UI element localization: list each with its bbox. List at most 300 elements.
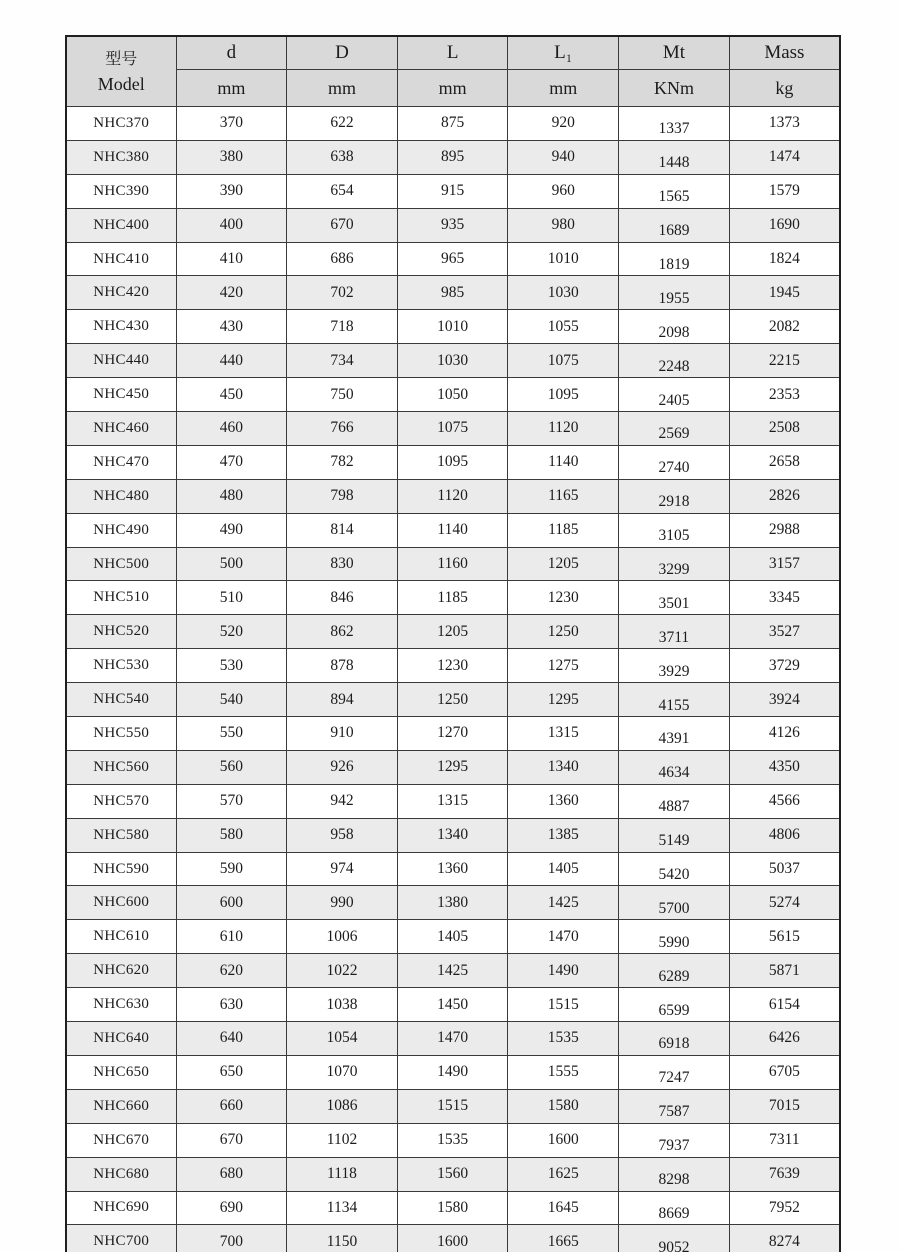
- Mass-cell-value: 5274: [768, 893, 800, 911]
- Mass-cell: [729, 784, 840, 818]
- Mt-cell-value: 1448: [658, 154, 690, 172]
- model-cell-value: NHC440: [93, 352, 150, 369]
- Mt-cell-value: 1819: [658, 256, 690, 273]
- d-cell-value: 460: [219, 419, 243, 437]
- model-cell: [66, 1055, 176, 1089]
- model-cell-value: NHC580: [93, 826, 150, 843]
- L1-cell: [508, 1022, 619, 1056]
- L-cell-value: 1075: [437, 419, 469, 437]
- d-cell: [176, 1022, 287, 1056]
- D-cell: [287, 140, 398, 174]
- L-cell-value: 1600: [437, 1232, 469, 1250]
- model-cell: [66, 1022, 176, 1056]
- L-cell-value: 1050: [437, 385, 469, 403]
- L-cell: [397, 1157, 508, 1191]
- D-cell-value: 1118: [327, 1165, 357, 1183]
- table-row: [66, 920, 840, 954]
- Mass-cell-value: 1824: [768, 250, 800, 267]
- Mass-cell-value: 1373: [768, 114, 800, 132]
- L-cell: [397, 1089, 508, 1123]
- d-cell-value: 430: [219, 317, 243, 335]
- D-cell-value: 638: [330, 148, 354, 166]
- Mt-cell: [619, 242, 730, 276]
- L-cell: [397, 479, 508, 513]
- header-unit-row: [66, 70, 840, 107]
- d-cell-value: 390: [219, 182, 243, 200]
- L1-cell: [508, 750, 619, 784]
- Mt-cell: [619, 174, 730, 208]
- L-cell: [397, 1055, 508, 1089]
- Mass-cell: [729, 649, 840, 683]
- model-cell-value: NHC380: [93, 148, 150, 165]
- D-cell-value: 654: [330, 182, 354, 200]
- L1-cell-value: 1075: [547, 351, 579, 369]
- D-cell: [287, 1055, 398, 1089]
- unit-col-L1: mm: [508, 70, 619, 107]
- L1-cell-value: 1315: [547, 724, 579, 742]
- table-row: [66, 174, 840, 208]
- L1-cell-value: 1385: [547, 826, 579, 844]
- Mass-cell: [729, 310, 840, 344]
- unit-col-D: mm: [287, 70, 398, 107]
- L1-cell: [508, 107, 619, 141]
- Mt-cell: [619, 378, 730, 412]
- d-cell-value: 500: [219, 555, 243, 573]
- Mt-cell-value: 8669: [658, 1204, 690, 1222]
- model-cell: [66, 717, 176, 751]
- L1-cell-value: 1600: [547, 1131, 579, 1149]
- L1-cell: [508, 378, 619, 412]
- L-cell-value: 1535: [437, 1131, 469, 1149]
- L1-cell: [508, 513, 619, 547]
- D-cell: [287, 784, 398, 818]
- Mass-cell-value: 7015: [768, 1097, 800, 1115]
- D-cell-value: 702: [330, 283, 354, 301]
- Mt-cell: [619, 1225, 730, 1252]
- Mass-cell-value: 7639: [768, 1165, 800, 1183]
- D-cell-value: 1022: [326, 961, 358, 979]
- model-cell-value: NHC550: [93, 724, 150, 741]
- L-cell: [397, 852, 508, 886]
- header-model-zh: 型号: [105, 48, 138, 68]
- d-cell-value: 600: [219, 893, 243, 911]
- D-cell-value: 1102: [326, 1131, 358, 1149]
- unit-col-Mt: KNm: [619, 70, 730, 107]
- table-row: [66, 1089, 840, 1123]
- Mt-cell: [619, 1157, 730, 1191]
- model-cell-value: NHC680: [93, 1165, 150, 1182]
- Mt-cell-value: 3299: [658, 561, 690, 579]
- D-cell-value: 798: [330, 487, 354, 505]
- model-cell-value: NHC630: [93, 996, 150, 1013]
- d-cell: [176, 920, 287, 954]
- L-cell-value: 875: [441, 114, 465, 132]
- Mt-cell-value: 1955: [658, 289, 690, 307]
- Mass-cell-value: 2826: [768, 487, 800, 505]
- Mass-cell: [729, 1191, 840, 1225]
- d-cell-value: 540: [219, 690, 243, 708]
- L1-cell-value: 1030: [547, 283, 579, 301]
- d-cell-value: 490: [219, 521, 243, 539]
- d-cell-value: 580: [219, 826, 243, 844]
- Mt-cell-value: 4155: [658, 696, 690, 714]
- d-cell: [176, 107, 287, 141]
- D-cell-value: 910: [330, 724, 354, 742]
- model-cell: [66, 852, 176, 886]
- Mass-cell: [729, 445, 840, 479]
- model-cell-value: NHC650: [93, 1063, 150, 1080]
- table-row: [66, 954, 840, 988]
- model-cell: [66, 818, 176, 852]
- model-cell-value: NHC450: [93, 386, 150, 403]
- L-cell-value: 1515: [437, 1097, 469, 1115]
- table-row: [66, 344, 840, 378]
- model-cell: [66, 140, 176, 174]
- Mt-cell-value: 6599: [658, 1001, 690, 1019]
- Mass-cell: [729, 954, 840, 988]
- d-cell: [176, 818, 287, 852]
- table-row: [66, 852, 840, 886]
- Mass-cell-value: 5615: [768, 927, 800, 945]
- Mt-cell: [619, 1022, 730, 1056]
- D-cell: [287, 886, 398, 920]
- L1-cell: [508, 174, 619, 208]
- D-cell-value: 894: [330, 690, 354, 708]
- model-cell: [66, 242, 176, 276]
- Mt-cell: [619, 276, 730, 310]
- Mass-cell: [729, 1123, 840, 1157]
- D-cell-value: 734: [330, 351, 354, 369]
- d-cell: [176, 242, 287, 276]
- model-cell: [66, 1123, 176, 1157]
- L-cell-value: 1405: [437, 927, 469, 945]
- L-cell: [397, 717, 508, 751]
- Mass-cell: [729, 886, 840, 920]
- spec-table: [65, 35, 841, 1252]
- d-cell-value: 690: [219, 1198, 243, 1216]
- Mt-cell: [619, 852, 730, 886]
- Mass-cell-value: 3345: [768, 588, 800, 606]
- table-row: [66, 750, 840, 784]
- D-cell-value: 990: [330, 893, 354, 911]
- table-row: [66, 310, 840, 344]
- D-cell: [287, 954, 398, 988]
- D-cell: [287, 547, 398, 581]
- L-cell: [397, 174, 508, 208]
- L-cell: [397, 683, 508, 717]
- Mt-cell: [619, 988, 730, 1022]
- L1-cell: [508, 547, 619, 581]
- L-cell-value: 1380: [437, 893, 469, 911]
- L-cell: [397, 920, 508, 954]
- L1-cell-value: 1470: [547, 927, 579, 945]
- Mt-cell-value: 7937: [658, 1137, 690, 1155]
- L-cell: [397, 750, 508, 784]
- d-cell-value: 560: [219, 758, 243, 776]
- D-cell-value: 718: [330, 317, 354, 335]
- table-row: [66, 378, 840, 412]
- d-cell: [176, 445, 287, 479]
- d-cell: [176, 683, 287, 717]
- header-col-d: d: [176, 36, 287, 70]
- model-cell: [66, 1225, 176, 1252]
- D-cell: [287, 1157, 398, 1191]
- model-cell-value: NHC700: [93, 1233, 150, 1250]
- table-row: [66, 445, 840, 479]
- Mt-cell: [619, 140, 730, 174]
- spec-table-body: [66, 107, 840, 1252]
- L1-cell-value: 920: [551, 114, 575, 132]
- model-cell: [66, 547, 176, 581]
- L1-cell: [508, 852, 619, 886]
- L-cell: [397, 310, 508, 344]
- model-cell: [66, 920, 176, 954]
- Mass-cell: [729, 242, 840, 276]
- model-cell-value: NHC470: [93, 453, 150, 470]
- model-cell-value: NHC640: [93, 1029, 150, 1046]
- Mass-cell-value: 5871: [768, 961, 800, 979]
- Mass-cell: [729, 208, 840, 242]
- Mass-cell-value: 4566: [768, 792, 800, 810]
- Mt-cell-value: 5420: [658, 866, 690, 884]
- table-row: [66, 886, 840, 920]
- L-cell: [397, 344, 508, 378]
- d-cell: [176, 1157, 287, 1191]
- model-cell: [66, 344, 176, 378]
- L1-cell: [508, 615, 619, 649]
- Mt-cell-value: 4887: [658, 798, 690, 816]
- L1-cell: [508, 581, 619, 615]
- model-cell: [66, 479, 176, 513]
- Mass-cell: [729, 683, 840, 717]
- D-cell-value: 1054: [326, 1029, 358, 1047]
- Mass-cell-value: 1474: [768, 148, 800, 166]
- D-cell-value: 782: [330, 453, 354, 471]
- D-cell: [287, 378, 398, 412]
- table-row: [66, 1157, 840, 1191]
- L-cell-value: 1270: [437, 724, 469, 742]
- Mass-cell-value: 6154: [768, 995, 800, 1013]
- Mass-cell: [729, 1022, 840, 1056]
- D-cell-value: 1134: [326, 1198, 358, 1216]
- L-cell: [397, 954, 508, 988]
- model-cell: [66, 513, 176, 547]
- Mt-cell-value: 1337: [658, 120, 690, 138]
- Mass-cell-value: 3729: [768, 656, 800, 674]
- d-cell: [176, 1191, 287, 1225]
- L-cell-value: 985: [441, 283, 465, 301]
- D-cell: [287, 1123, 398, 1157]
- Mass-cell-value: 7952: [768, 1198, 800, 1216]
- D-cell-value: 974: [330, 860, 354, 878]
- L-cell-value: 895: [441, 148, 465, 166]
- table-row: [66, 717, 840, 751]
- model-cell: [66, 683, 176, 717]
- Mt-cell: [619, 683, 730, 717]
- D-cell-value: 686: [330, 250, 354, 267]
- D-cell-value: 926: [330, 758, 354, 776]
- d-cell: [176, 954, 287, 988]
- L1-cell: [508, 1225, 619, 1252]
- Mass-cell-value: 6426: [768, 1029, 800, 1047]
- model-cell: [66, 988, 176, 1022]
- d-cell: [176, 174, 287, 208]
- Mass-cell: [729, 513, 840, 547]
- table-row: [66, 581, 840, 615]
- Mt-cell: [619, 649, 730, 683]
- Mass-cell: [729, 581, 840, 615]
- Mt-cell-value: 3929: [658, 662, 690, 680]
- D-cell: [287, 276, 398, 310]
- L1-cell-value: 1275: [547, 656, 579, 674]
- d-cell: [176, 513, 287, 547]
- L1-cell: [508, 784, 619, 818]
- unit-col-L: mm: [397, 70, 508, 107]
- L-cell-value: 1490: [437, 1063, 469, 1081]
- L1-cell: [508, 920, 619, 954]
- d-cell: [176, 1055, 287, 1089]
- D-cell-value: 1150: [326, 1232, 358, 1250]
- L-cell-value: 935: [441, 216, 465, 234]
- unit-col-d: mm: [176, 70, 287, 107]
- model-cell-value: NHC370: [93, 114, 150, 131]
- table-row: [66, 784, 840, 818]
- d-cell: [176, 615, 287, 649]
- Mass-cell-value: 3924: [768, 690, 800, 708]
- D-cell: [287, 717, 398, 751]
- table-row: [66, 208, 840, 242]
- D-cell: [287, 479, 398, 513]
- d-cell-value: 550: [219, 724, 243, 742]
- L-cell-value: 1250: [437, 690, 469, 708]
- L-cell: [397, 208, 508, 242]
- L-cell-value: 1560: [437, 1165, 469, 1183]
- Mass-cell: [729, 140, 840, 174]
- model-cell-value: NHC660: [93, 1097, 150, 1114]
- L1-cell: [508, 1089, 619, 1123]
- L-cell-value: 1185: [437, 588, 468, 606]
- L1-cell-value: 1515: [547, 995, 579, 1013]
- Mass-cell-value: 1945: [768, 283, 800, 301]
- Mass-cell: [729, 818, 840, 852]
- table-row: [66, 649, 840, 683]
- table-row: [66, 140, 840, 174]
- Mt-cell: [619, 547, 730, 581]
- d-cell: [176, 310, 287, 344]
- L1-cell: [508, 412, 619, 446]
- L-cell-value: 1315: [437, 792, 469, 810]
- Mass-cell: [729, 1157, 840, 1191]
- Mass-cell: [729, 344, 840, 378]
- L-cell: [397, 784, 508, 818]
- model-cell-value: NHC620: [93, 962, 150, 979]
- d-cell-value: 570: [219, 792, 243, 810]
- d-cell: [176, 1123, 287, 1157]
- table-row: [66, 547, 840, 581]
- Mt-cell: [619, 784, 730, 818]
- L-cell: [397, 445, 508, 479]
- Mass-cell-value: 1690: [768, 216, 800, 234]
- model-cell: [66, 378, 176, 412]
- d-cell-value: 420: [219, 283, 243, 301]
- Mt-cell-value: 2405: [658, 391, 690, 409]
- L-cell-value: 915: [441, 182, 465, 200]
- L1-cell-value: 1535: [547, 1029, 579, 1047]
- d-cell-value: 480: [219, 487, 243, 505]
- model-cell-value: NHC520: [93, 623, 150, 640]
- L1-cell-value: 980: [551, 216, 575, 234]
- Mass-cell: [729, 412, 840, 446]
- d-cell: [176, 479, 287, 513]
- L1-cell: [508, 818, 619, 852]
- model-cell: [66, 886, 176, 920]
- model-cell-value: NHC540: [93, 691, 150, 708]
- Mt-cell-value: 7587: [658, 1103, 690, 1121]
- D-cell-value: 1070: [326, 1063, 358, 1081]
- model-cell-value: NHC410: [93, 250, 150, 267]
- d-cell-value: 380: [219, 148, 243, 166]
- D-cell: [287, 344, 398, 378]
- Mass-cell: [729, 750, 840, 784]
- header-label-row: [66, 36, 840, 70]
- model-cell: [66, 310, 176, 344]
- header-col-L: L: [397, 36, 508, 70]
- model-cell: [66, 174, 176, 208]
- L1-cell: [508, 344, 619, 378]
- L1-cell-value: 960: [551, 182, 575, 200]
- Mt-cell-value: 1565: [658, 188, 690, 206]
- L-cell-value: 1450: [437, 995, 469, 1013]
- model-cell-value: NHC570: [93, 792, 150, 809]
- d-cell-value: 670: [219, 1131, 243, 1149]
- d-cell: [176, 852, 287, 886]
- L1-cell-value: 1230: [547, 588, 579, 606]
- model-cell-value: NHC610: [93, 928, 150, 945]
- D-cell-value: 766: [330, 419, 354, 437]
- D-cell: [287, 1225, 398, 1252]
- table-row: [66, 1225, 840, 1252]
- Mt-cell: [619, 920, 730, 954]
- table-row: [66, 479, 840, 513]
- table-row: [66, 107, 840, 141]
- Mt-cell: [619, 581, 730, 615]
- d-cell-value: 530: [219, 656, 243, 674]
- D-cell: [287, 615, 398, 649]
- Mt-cell-value: 5700: [658, 899, 690, 917]
- Mass-cell-value: 4350: [768, 758, 800, 776]
- Mass-cell-value: 2082: [768, 317, 800, 335]
- model-cell-value: NHC460: [93, 419, 150, 436]
- model-cell: [66, 445, 176, 479]
- Mt-cell-value: 3501: [658, 594, 690, 612]
- Mt-cell: [619, 954, 730, 988]
- model-cell-value: NHC600: [93, 894, 150, 911]
- D-cell: [287, 920, 398, 954]
- D-cell-value: 862: [330, 622, 354, 640]
- d-cell: [176, 988, 287, 1022]
- Mass-cell-value: 1579: [768, 182, 800, 200]
- Mass-cell: [729, 479, 840, 513]
- L1-cell-value: 1295: [547, 690, 579, 708]
- Mt-cell-value: 8298: [658, 1171, 690, 1189]
- d-cell: [176, 649, 287, 683]
- D-cell: [287, 852, 398, 886]
- L1-cell: [508, 717, 619, 751]
- D-cell: [287, 412, 398, 446]
- L1-cell: [508, 1157, 619, 1191]
- L1-cell-value: 1250: [547, 622, 579, 640]
- d-cell-value: 660: [219, 1097, 243, 1115]
